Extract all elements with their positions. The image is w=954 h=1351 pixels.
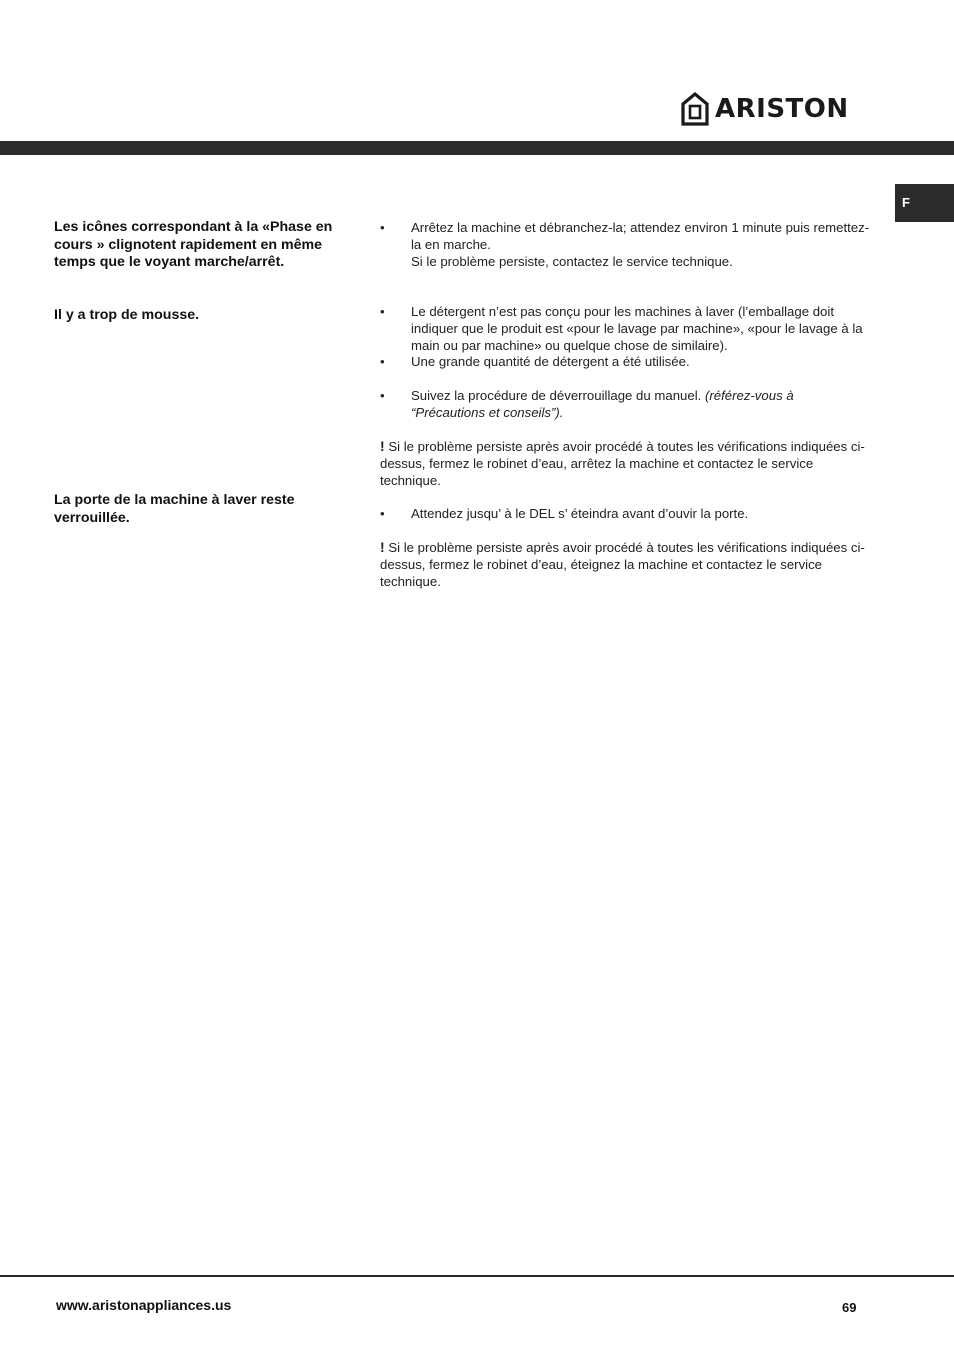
problem-too-much-foam: Il y a trop de mousse. [54, 307, 200, 323]
language-tab: F [895, 184, 954, 222]
solution-text: Une grande quantité de détergent a été utilisée. [411, 354, 690, 369]
list-item [380, 388, 870, 422]
list-item [380, 304, 870, 354]
ariston-logo [681, 92, 849, 126]
bullet: • [380, 388, 385, 403]
footer-rule [0, 1275, 954, 1277]
problem-blinking-icons: Les icônes correspondant à la «Phase en cours » clignotent rapidement en même temps que le voyant marche/arrêt. [54, 219, 333, 270]
bullet: • [380, 506, 385, 521]
list-item [380, 506, 870, 523]
solution-text: Suivez la procédure de déverrouillage du manuel. [411, 388, 702, 403]
solution-text: Le détergent n’est pas conçu pour les machines à laver (l’emballage doit indiquer que le produit est «pour le lavage par machine», «pour le lavage à la main ou par machine» ou quelque chose de similaire). [411, 304, 863, 353]
footer-url[interactable]: www.aristonappliances.us [56, 1297, 232, 1313]
list-item [380, 220, 870, 270]
problem-door-locked: La porte de la machine à laver reste verrouillée. [54, 492, 295, 526]
solution-text: Arrêtez la machine et débranchez-la; attendez environ 1 minute puis remettez-la en marche. [411, 220, 870, 252]
solution-text: Attendez jusqu’ à le DEL s’ éteindra avant d’ouvir la porte. [411, 506, 749, 521]
solution-text: Si le problème persiste, contactez le service technique. [411, 253, 733, 269]
page-number: 69 [842, 1300, 857, 1315]
bullet: • [380, 220, 385, 235]
header-bar [0, 141, 954, 155]
warning-note [380, 539, 870, 590]
bullet: • [380, 304, 385, 319]
brand-name: ARISTON [715, 94, 849, 124]
warning-note [380, 438, 870, 489]
note-text: Si le problème persiste après avoir procédé à toutes les vérifications indiquées ci-dessus, fermez le robinet d’eau, éteignez la machine et contactez le service technique. [380, 540, 865, 589]
note-text: Si le problème persiste après avoir procédé à toutes les vérifications indiquées ci-dessus, fermez le robinet d’eau, arrêtez la machine et contactez le service technique. [380, 439, 865, 488]
list-item [380, 354, 870, 371]
house-icon [681, 92, 709, 126]
bullet: • [380, 354, 385, 369]
exclamation-icon: ! [380, 438, 385, 454]
manual-reference: (référez-vous à “Précautions et conseils”). [411, 388, 794, 420]
exclamation-icon: ! [380, 539, 385, 555]
